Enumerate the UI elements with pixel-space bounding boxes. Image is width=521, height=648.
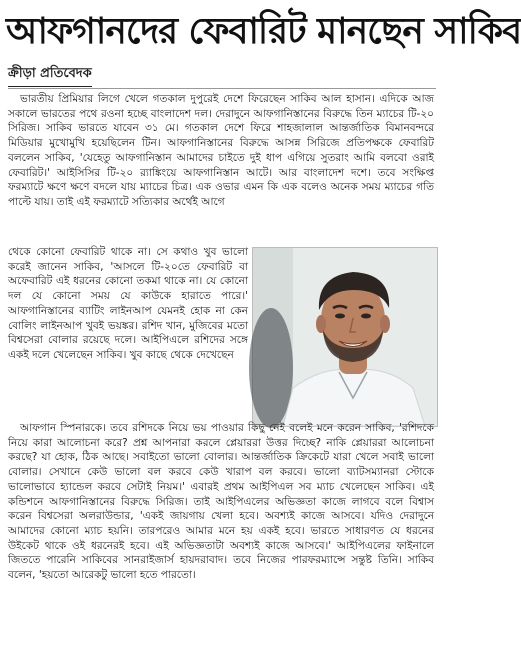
divider: [8, 88, 436, 89]
article-paragraph-1: ভারতীয় প্রিমিয়ার লিগে খেলে গতকাল দুপুরেই দেশে ফিরেছেন সাকিব আল হাসান। এদিকে আজ সকালে ভারতের পথে রওনা হচ্ছে বাংলাদেশ দল। দেরাদুনে আফগানিস্তানের বিরুদ্ধে তিন ম্যাচের টি-২০ সিরিজ। সাকিব ভারতে যাবেন ৩১ মে। গতকাল দেশে ফিরে শাহজালাল আন্তর্জাতিক বিমানবন্দরে মিডিয়ার মুখোমুখি হয়েছিলেন টিন। আফগানিস্তানের বিরুদ্ধে আসন্ন সিরিজে প্রতিপক্ষকে ফেবারিট বললেন সাকিব, 'যেহেতু আফগানিস্তান আমাদের চাইতে দুই ধাপ এগিয়ে সুতরাং আমি বলবো ওরাই ফেবারিট।' আইসিসির টি-২০ র‍্যাঙ্কিংয়ে আফগানিস্তান আটে। আর বাংলাদেশ দশে। তবে সংক্ষিপ্ত ফরম্যাটে ক্ষণে ক্ষণে বদলে যায় ম্যাচের চিত্র। এক ওভার এমন কি এক বলেও অনেক সময় ম্যাচের গতি পাল্টে যায়। তাই এই ফরম্যাটে সত্যিকার অর্থেই আগে: [8, 93, 434, 208]
headline: আফগানদের ফেবারিট মানছেন সাকিব: [6, 10, 521, 52]
byline: ক্রীড়া প্রতিবেদক: [8, 64, 92, 87]
article-paragraph-3: আফগান স্পিনারকে। তবে রশিদকে নিয়ে ভয় পাওয়ার কিছু নেই বলেই মনে করেন সাকিব, 'রশিদকে নিয়ে কারা আলোচনা করে? প্রশ্ন আপনারা করলে প্লেয়াররা উত্তর দিচ্ছে? নাকি প্লেয়াররা আলোচনা করছে? যা হোক, ঠিক আছে। সবাইতো ভালো বোলার। আন্তর্জাতিক ক্রিকেটে যারা খেলে সবাই ভালো বোলার। সেখানে কেউ ভালো বল করবে কেউ খারাপ বল করবে। ভালো ব্যাটসম্যানরা স্টোকে ভালোভাবে হ্যান্ডেল করবে সেটাই নিয়ম।' এবারই প্রথম আইপিএল সব ম্যাচ খেলেছেন সাকিব। এই কন্ডিশনে আফগানিস্তানের বিরুদ্ধে সিরিজ। তাই আইপিএলের অভিজ্ঞতা কাজে লাগবে বলে বিশ্বাস করেন বিশ্বসেরা অলরাউন্ডার, 'একই জায়গায় খেলা হবে। অবশ্যই কাজে আসবে। যদিও দেরাদুনে আমাদের কোনো ম্যাচ হয়নি। তারপরেও আমার মনে হয় একই হবে। ভারতে সাধারণত যে ধরনের উইকেট থাকে ওই ধরনেরই হবে। এই অভিজ্ঞতাটা অবশ্যই কাজে আসবে।' আইপিএলের ফাইনালে জিততে পারেনি সাকিবের সানরাইজার্স হায়দরাবাদ। তবে নিজের পারফরম্যান্সে সন্তুষ্ট তিনি। সাকিব বলেন, 'হয়তো আরেকটু ভালো হতে পারতো।: [8, 422, 434, 582]
article-paragraph-2: থেকে কোনো ফেবারিট থাকে না। সে কথাও খুব ভালো করেই জানেন সাকিব, 'আসলে টি-২০তে ফেবারিট বা অফেবারিট এই ধরনের কোনো তকমা থাকে না। যে কোনো দল যে কোনো সময় যে কাউকে হারাতে পারে।' আফগানিস্তানের ব্যাটিং লাইনআপ যেমনই হোক না কেন বোলিং লাইনআপ খুবই ভয়ঙ্কর। রশিদ খান, মুজিবের মতো বিশ্বসেরা বোলার রয়েছে দলে। আইপিএলে রশিদের সঙ্গে একই দলে খেলেছেন সাকিব। খুব কাছে থেকে দেখেছেন: [8, 246, 248, 361]
player-photo: [252, 247, 438, 427]
portrait-illustration: [253, 248, 437, 426]
